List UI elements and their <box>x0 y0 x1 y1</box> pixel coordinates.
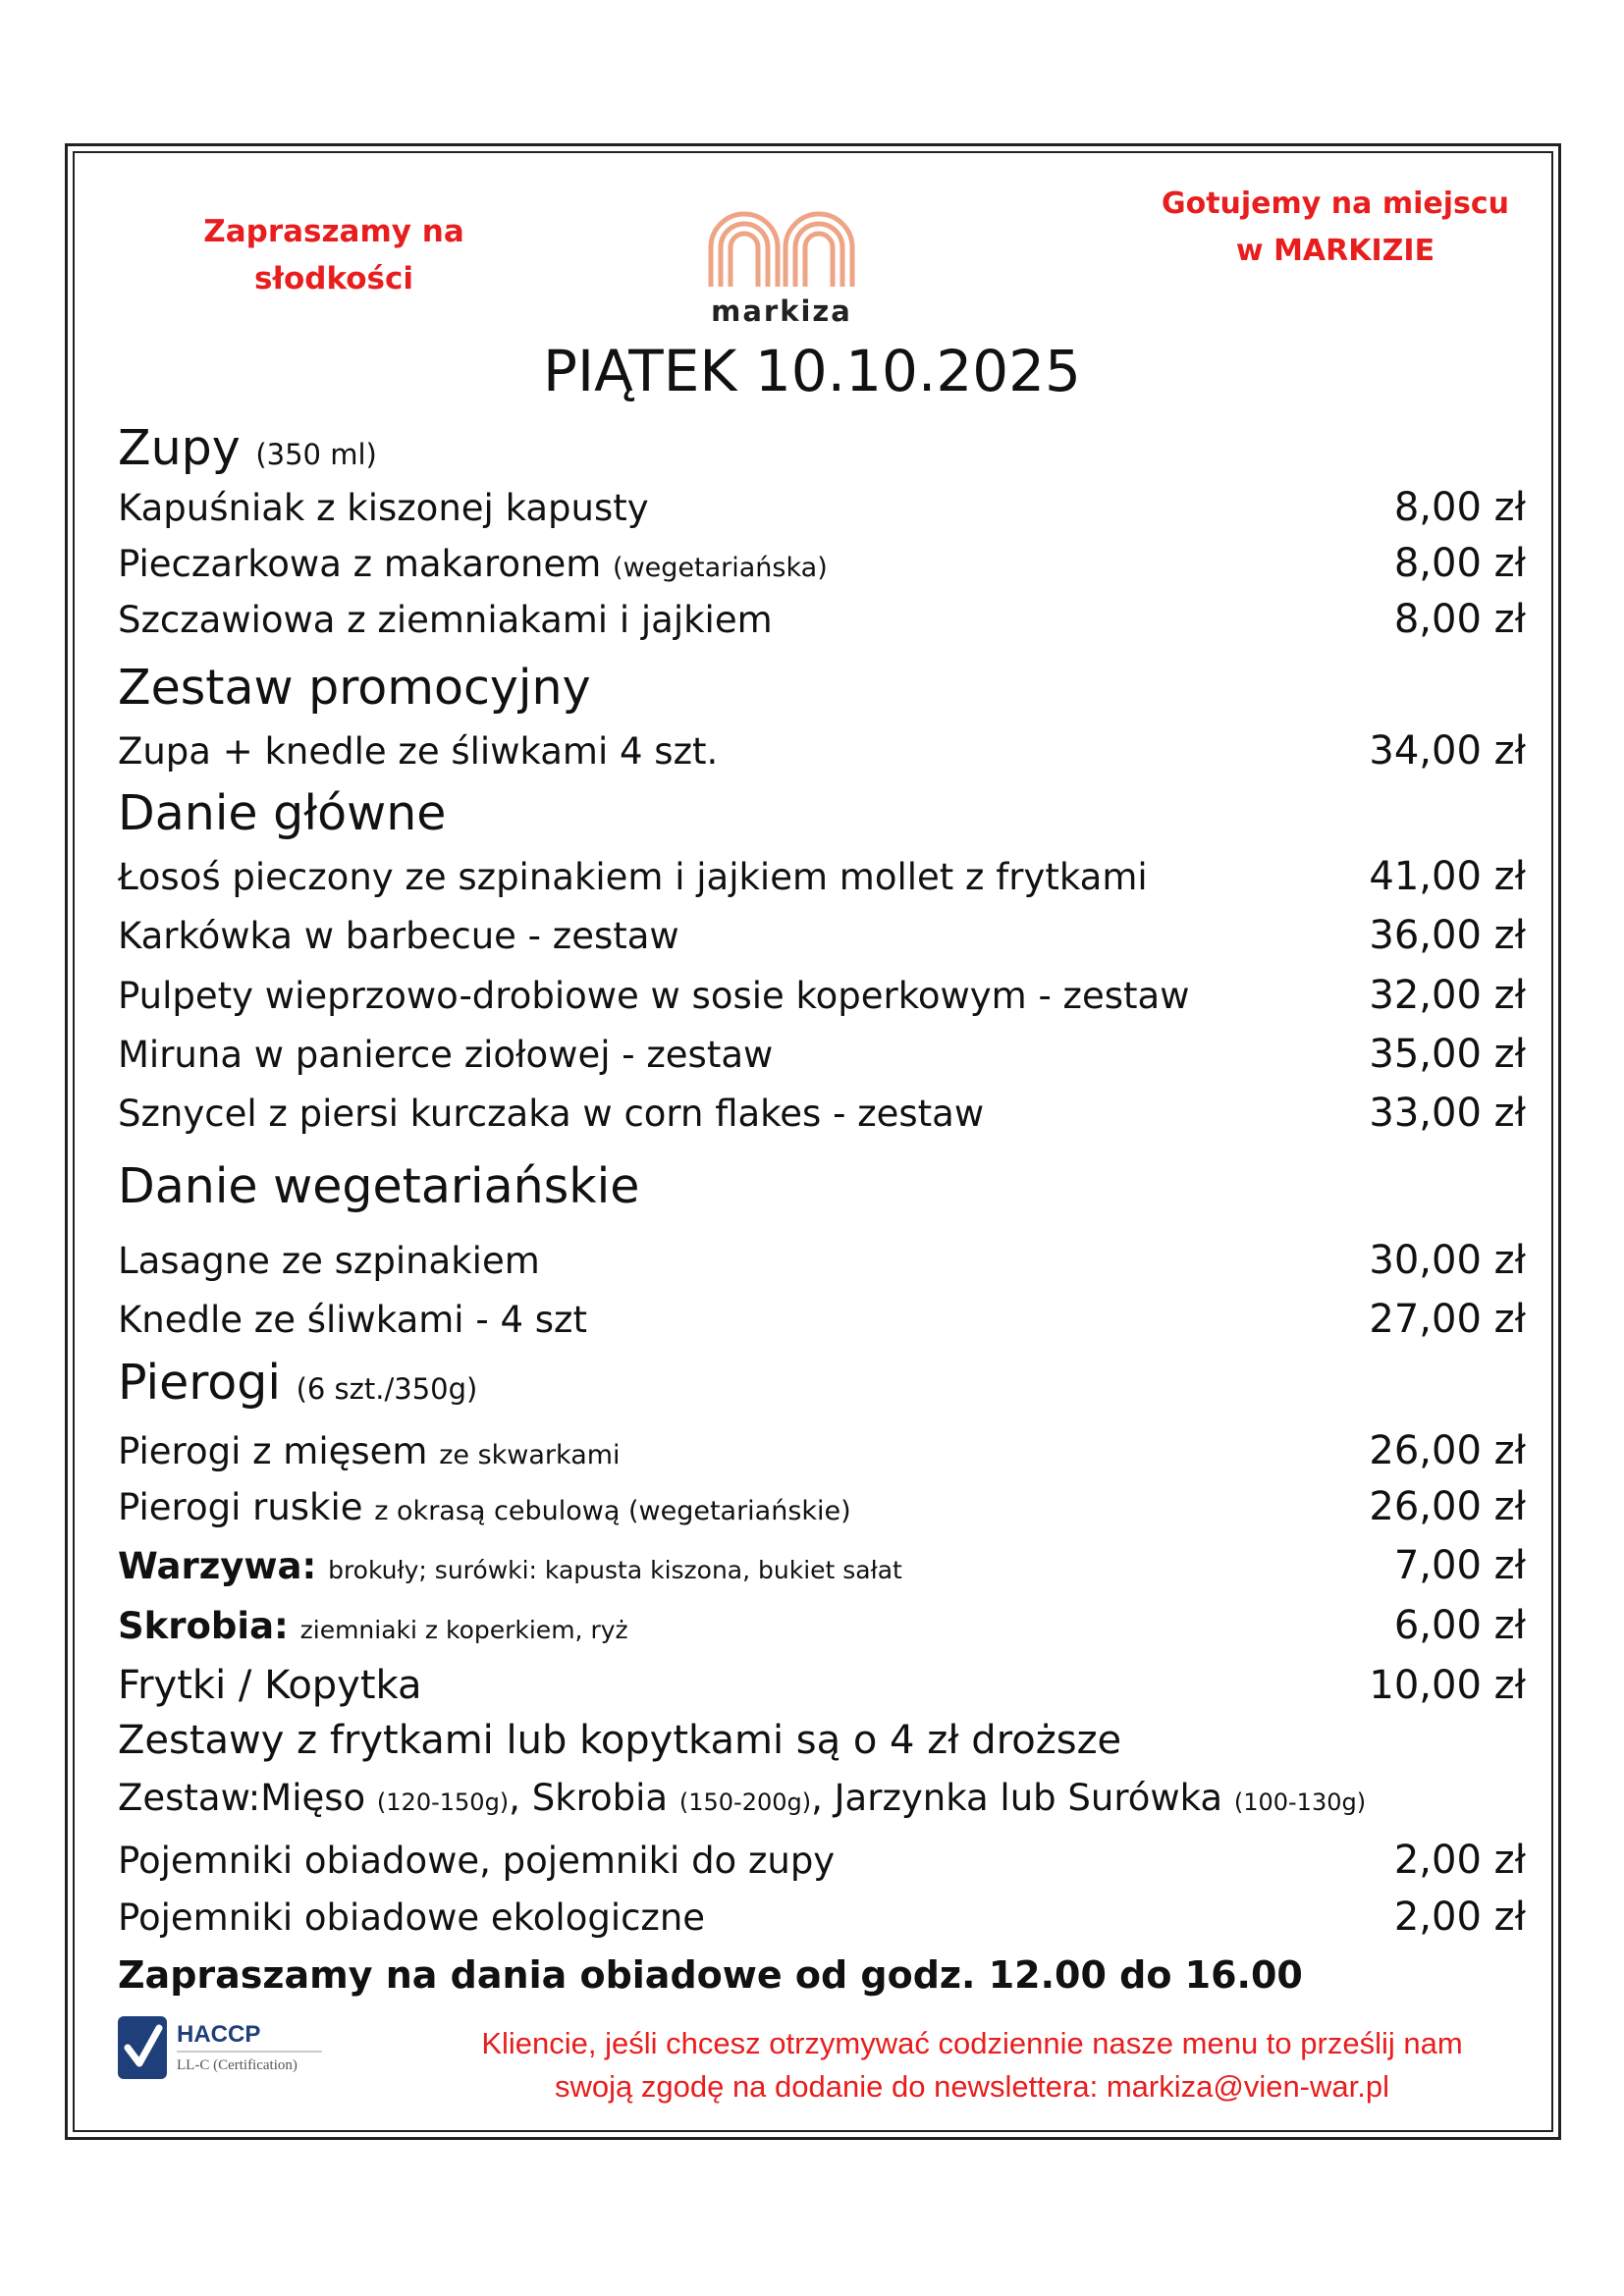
menu-item <box>118 1484 1526 1529</box>
menu-item <box>118 541 1526 586</box>
item-note: (wegetariańska) <box>613 553 828 583</box>
set-composition: Zestaw:Mięso (120-150g), Skrobia (150-200g), Jarzynka lub Surówka (100-130g) <box>118 1777 1367 1819</box>
item-name: Lasagne ze szpinakiem <box>118 1240 540 1282</box>
menu-item <box>118 1838 1526 1883</box>
item-name: Karkówka w barbecue - zestaw <box>118 915 679 957</box>
item-price: 10,00 zł <box>1369 1663 1526 1708</box>
item-price: 2,00 zł <box>1393 1895 1526 1940</box>
fries-surcharge-note <box>118 1718 1526 1763</box>
item-price: 8,00 zł <box>1393 485 1526 530</box>
item-price: 26,00 zł <box>1369 1428 1526 1473</box>
newsletter-note <box>422 2022 1522 2109</box>
item-name: Skrobia: <box>118 1605 289 1647</box>
item-price: 2,00 zł <box>1393 1838 1526 1883</box>
item-name: Knedle ze śliwkami - 4 szt <box>118 1299 587 1341</box>
section-heading-soups <box>118 420 377 476</box>
haccp-title: HACCP <box>177 2021 261 2048</box>
item-name: Warzywa: <box>118 1545 317 1587</box>
page-title: PIĄTEK 10.10.2025 <box>543 338 1081 404</box>
item-note: ze skwarkami <box>439 1440 621 1470</box>
section-heading-mains: Danie główne <box>118 785 447 841</box>
item-price: 36,00 zł <box>1369 913 1526 958</box>
cooking-on-site-note <box>1139 181 1532 275</box>
menu-item <box>118 1238 1526 1283</box>
newsletter-line2: swoją zgodę na dodanie do newslettera: markiza@vien-war.pl <box>555 2069 1389 2104</box>
sweets-invitation-line2: słodkości <box>254 261 413 296</box>
set-meat-label: Zestaw:Mięso <box>118 1777 366 1819</box>
item-price: 33,00 zł <box>1369 1091 1526 1136</box>
item-price: 30,00 zł <box>1369 1238 1526 1283</box>
item-price: 41,00 zł <box>1369 854 1526 899</box>
menu-item <box>118 485 1526 530</box>
haccp-subtitle: LL-C (Certification) <box>177 2057 298 2073</box>
item-price: 8,00 zł <box>1393 541 1526 586</box>
sweets-invitation <box>187 208 481 302</box>
menu-item-fries <box>118 1663 1526 1708</box>
cooking-on-site-line2: w MARKIZIE <box>1235 234 1435 268</box>
item-note: Zestawy z frytkami lub kopytkami są o 4 zł droższe <box>118 1718 1122 1763</box>
item-name: Pierogi z mięsem <box>118 1430 428 1472</box>
item-price: 32,00 zł <box>1369 973 1526 1018</box>
item-name: Szczawiowa z ziemniakami i jajkiem <box>118 599 773 641</box>
section-heading-promo: Zestaw promocyjny <box>118 660 591 716</box>
menu-item <box>118 728 1526 774</box>
item-price: 35,00 zł <box>1369 1032 1526 1077</box>
item-name: Miruna w panierce ziołowej - zestaw <box>118 1034 774 1076</box>
opening-hours: Zapraszamy na dania obiadowe od godz. 12.00 do 16.00 <box>118 1953 1303 1997</box>
menu-item-vegetables <box>118 1543 1526 1588</box>
item-note: ziemniaki z koperkiem, ryż <box>299 1616 628 1644</box>
menu-item-starch <box>118 1603 1526 1648</box>
item-note: brokuły; surówki: kapusta kiszona, bukiet sałat <box>328 1556 902 1584</box>
sweets-invitation-line1: Zapraszamy na <box>203 214 464 249</box>
section-heading-pierogi <box>118 1355 477 1411</box>
item-name: Pojemniki obiadowe, pojemniki do zupy <box>118 1840 836 1882</box>
cooking-on-site-line1: Gotujemy na miejscu <box>1161 187 1510 221</box>
menu-item <box>118 597 1526 642</box>
section-note: (350 ml) <box>255 438 377 471</box>
item-price: 6,00 zł <box>1393 1603 1526 1648</box>
item-name: Pojemniki obiadowe ekologiczne <box>118 1896 706 1939</box>
menu-item <box>118 1428 1526 1473</box>
item-price: 34,00 zł <box>1369 728 1526 774</box>
item-name: Kapuśniak z kiszonej kapusty <box>118 487 649 529</box>
item-price: 8,00 zł <box>1393 597 1526 642</box>
section-heading-vegetarian: Danie wegetariańskie <box>118 1158 640 1214</box>
item-name: Zupa + knedle ze śliwkami 4 szt. <box>118 730 719 773</box>
item-price: 26,00 zł <box>1369 1484 1526 1529</box>
menu-item <box>118 1091 1526 1136</box>
menu-item <box>118 1895 1526 1940</box>
newsletter-line1: Kliencie, jeśli chcesz otrzymywać codziennie nasze menu to prześlij nam <box>481 2026 1463 2060</box>
set-meat-weight: (120-150g) <box>376 1789 510 1816</box>
item-name: Sznycel z piersi kurczaka w corn flakes - zestaw <box>118 1093 985 1135</box>
set-veg-label: Jarzynka lub Surówka <box>834 1777 1223 1819</box>
section-title: Zupy <box>118 420 241 476</box>
item-note: z okrasą cebulową (wegetariańskie) <box>374 1496 851 1526</box>
haccp-badge-icon <box>116 2012 332 2085</box>
item-price: 7,00 zł <box>1393 1543 1526 1588</box>
item-name: Pulpety wieprzowo-drobiowe w sosie koperkowym - zestaw <box>118 975 1190 1017</box>
item-name: Pieczarkowa z makaronem <box>118 543 602 585</box>
item-price: 27,00 zł <box>1369 1297 1526 1342</box>
section-title: Pierogi <box>118 1355 281 1411</box>
menu-item <box>118 913 1526 958</box>
menu-item <box>118 973 1526 1018</box>
menu-item <box>118 854 1526 899</box>
set-starch-label: Skrobia <box>531 1777 669 1819</box>
menu-item <box>118 1297 1526 1342</box>
menu-item <box>118 1032 1526 1077</box>
item-name: Frytki / Kopytka <box>118 1663 422 1708</box>
section-note: (6 szt./350g) <box>296 1372 478 1406</box>
item-name: Pierogi ruskie <box>118 1486 363 1528</box>
set-veg-weight: (100-130g) <box>1233 1789 1367 1816</box>
item-name: Łosoś pieczony ze szpinakiem i jajkiem mollet z frytkami <box>118 856 1148 898</box>
logo-wordmark: markiza <box>711 294 852 328</box>
set-starch-weight: (150-200g) <box>678 1789 812 1816</box>
